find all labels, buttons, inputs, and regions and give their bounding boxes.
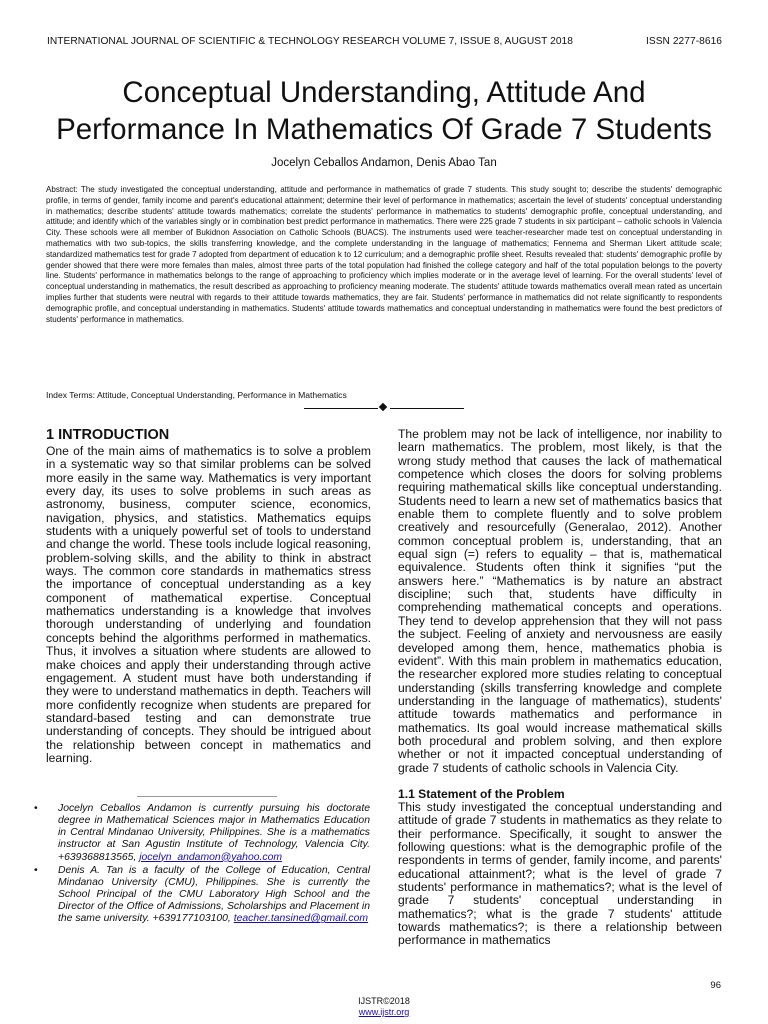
- journal-name: INTERNATIONAL JOURNAL OF SCIENTIFIC & TECHNOLOGY RESEARCH VOLUME 7, ISSUE 8, AUGUST 2018: [47, 36, 573, 47]
- divider-line-right: [390, 408, 464, 409]
- issn: ISSN 2277-8616: [645, 36, 722, 47]
- diamond-icon: [379, 403, 387, 411]
- page-footer: [0, 996, 768, 1018]
- footnote-1-text: Jocelyn Ceballos Andamon is currently pursuing his doctorate degree in Mathematical Sciences major in Mathematics Education in Central Mindanao University, Philippines. She is a mathematics instructor at San Agustin Institute of Technology, Valencia City. +639368813565,: [58, 803, 370, 863]
- abstract: Abstract: The study investigated the conceptual understanding, attitude and performance in mathematics of grade 7 students. This study sought to; describe the students' demographic profile, in terms of gender, family income and parent's educational attainment; determine their level of performance in mathematics; ascertain the level of students' conceptual understanding in mathematics; describe students' attitude towards mathematics; correlate the students' performance in mathematics to students' demographic profile, conceptual understanding, and attitude; and identify which of the variables singly or in combination best predict performance in mathematics. There were 225 grade 7 students in six participant – catholic schools in Valencia City. These schools were all member of Bukidnon Association on Catholic Schools (BUACS). The instruments used were teacher-researcher made test on conceptual understanding in mathematics with two sub-topics, the skills transferring knowledge, and the complete understanding in the language of mathematics; Fennema and Sherman Likert attitude scale; standardized mathematics test for grade 7 adopted from department of education k to 12 curriculum; and a demographic profile sheet. Results revealed that: students' demographic profile by gender showed that there were more females than males, almost three parts of the total population had finished the college category and half of the total population belongs to the poverty line. Students' performance in mathematics belongs to the range of approaching to proficiency which implies moderate or in the average level of learning. For the overall students' level of conceptual understanding in mathematics, the result described as approaching to proficiency meaning moderate. The students' attitude towards mathematics overall mean rated as uncertain implies further that students were neutral with regards to their attitude towards mathematics, they are fair. Students' performance in mathematics did not relate significantly to respondents demographic profile, and conceptual understanding in mathematics. Students' attitude towards mathematics and conceptual understanding in mathematics were found the best predictors of students' performance in mathematics.: [46, 185, 722, 324]
- bullet-icon: •: [34, 803, 38, 814]
- intro-paragraph-2: The problem may not be lack of intelligence, nor inability to learn mathematics. The problem, most likely, is that the wrong study method that causes the lack of mathematical competence which closes the doors for solving problems requiring mathematical skills like conceptual understanding. Students need to learn a new set of mathematics basics that enable them to complete fluently and to solve problem creatively and resourcefully (Generalao, 2012). Another common conceptual problem is, understanding, that an equal sign (=) refers to equality – that is, mathematical equivalence. Students often think it signifies “put the answers here.” “Mathematics is by nature an abstract discipline; such that, students have difficulty in comprehending mathematical concepts and operations. They tend to develop apprehension that they will not pass the subject. Feeling of anxiety and nervousness are easily developed among them, hence, mathematics phobia is evident”. With this main problem in mathematics education, the researcher explored more studies relating to conceptual understanding (skills transferring knowledge and complete understanding in the language of mathematics), students' attitude towards mathematics and performance in mathematics. Its goal would increase mathematical skills both procedural and problem solving, and then explore whether or not it impacted conceptual understanding of grade 7 students of catholic schools in Valencia City.: [398, 427, 722, 775]
- footnote-rule: [137, 796, 277, 797]
- footnote-author-2: [32, 865, 370, 926]
- section-divider: [304, 402, 464, 414]
- left-column: [46, 427, 371, 765]
- authors: Jocelyn Ceballos Andamon, Denis Abao Tan: [271, 157, 497, 169]
- author-footnotes: [32, 803, 370, 927]
- intro-paragraph-1: One of the main aims of mathematics is to solve a problem in a systematic way so that similar problems can be solved more easily in the same way. Mathematics is very important every day, its uses to solve problems in such areas as astronomy, business, computer science, economics, navigation, physics, and statistics. Mathematics equips students with a uniquely powerful set of tools to understand and change the world. These tools include logical reasoning, problem-solving skills, and the ability to think in abstract ways. The common core standards in mathematics stress the importance of conceptual understanding as a key component of mathematical expertise. Conceptual mathematics understanding is a knowledge that involves thorough understanding of underlying and foundation concepts behind the algorithms performed in mathematics. Thus, it involves a situation where students are allowed to make choices and apply their understanding through active engagement. A student must have both understanding if they were to understand mathematics in depth. Teachers will more confidently recognize when students are prepared for standard-based testing and can demonstrate true understanding of concepts. They should be intrigued about the relationship between concept in mathematics and learning.: [46, 444, 371, 765]
- paper-title-line-1: Conceptual Understanding, Attitude And: [122, 76, 646, 109]
- paper-title: [30, 74, 738, 148]
- author-2-email-link[interactable]: teacher.tansined@gmail.com: [233, 913, 369, 925]
- right-column: [398, 428, 722, 948]
- paper-title-line-2: Performance In Mathematics Of Grade 7 Students: [56, 113, 712, 146]
- index-terms: Index Terms: Attitude, Conceptual Understanding, Performance in Mathematics: [46, 390, 347, 400]
- bullet-icon: •: [34, 864, 38, 876]
- journal-website-link[interactable]: www.ijstr.org: [358, 1007, 410, 1017]
- statement-paragraph: This study investigated the conceptual understanding and attitude of grade 7 students in mathematics as they relate to their performance. Specifically, it sought to answer the following questions: what is the demographic profile of the respondents in terms of gender, family income, and parents' educational attainment?; what is the level of grade 7 students' performance in mathematics?; what is the level of grade 7 students' conceptual understanding in mathematics?; what is the grade 7 students' attitude towards mathematics?; is there a relationship between performance in mathematics: [398, 799, 722, 948]
- intro-heading: 1 INTRODUCTION: [46, 427, 170, 443]
- footnote-2-text: Denis A. Tan is a faculty of the College of Education, Central Mindanao University (CMU), Philippines. She is currently the School Principal of the CMU Laboratory High School and the Director of the Office of Admissions, Scholarships and Placement in the same university. +639177103100,: [58, 864, 370, 925]
- author-1-email-link[interactable]: jocelyn_andamon@yahoo.com: [139, 851, 283, 863]
- page-number: 96: [710, 980, 721, 991]
- footer-copyright: IJSTR©2018: [358, 996, 410, 1006]
- footnote-author-1: [32, 803, 370, 864]
- divider-line-left: [304, 408, 378, 409]
- statement-heading: 1.1 Statement of the Problem: [398, 786, 565, 801]
